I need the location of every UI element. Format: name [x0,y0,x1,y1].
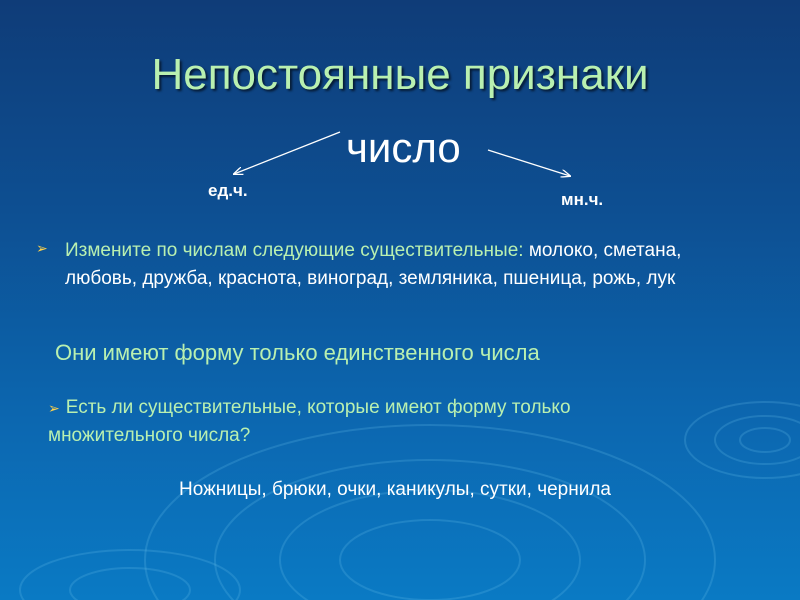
arrow-bullet-icon: ➢ [36,240,48,256]
task-text [65,237,725,293]
plural-label: мн.ч. [561,190,604,209]
task-label: Измените по числам следующие существительные: [65,240,524,261]
question-body: Есть ли существительные, которые имеют форму только множительного числа? [48,397,571,446]
task-words: молоко, сметана, любовь, дружба, краснота, виноград, земляника, пшеница, рожь, лук [65,240,682,289]
arrow-left [234,132,340,174]
slide-title: Непостоянные признаки [151,50,649,99]
singular-label: ед.ч. [208,181,248,200]
center-word: число [346,124,461,171]
singular-conclusion: Они имеют форму только единственного числа [55,340,540,365]
plural-answer: Ножницы, брюки, очки, каникулы, сутки, чернила [179,479,611,500]
arrow-right [488,150,570,176]
arrow-bullet-icon: ➢ [48,400,60,416]
question-text [48,394,698,450]
